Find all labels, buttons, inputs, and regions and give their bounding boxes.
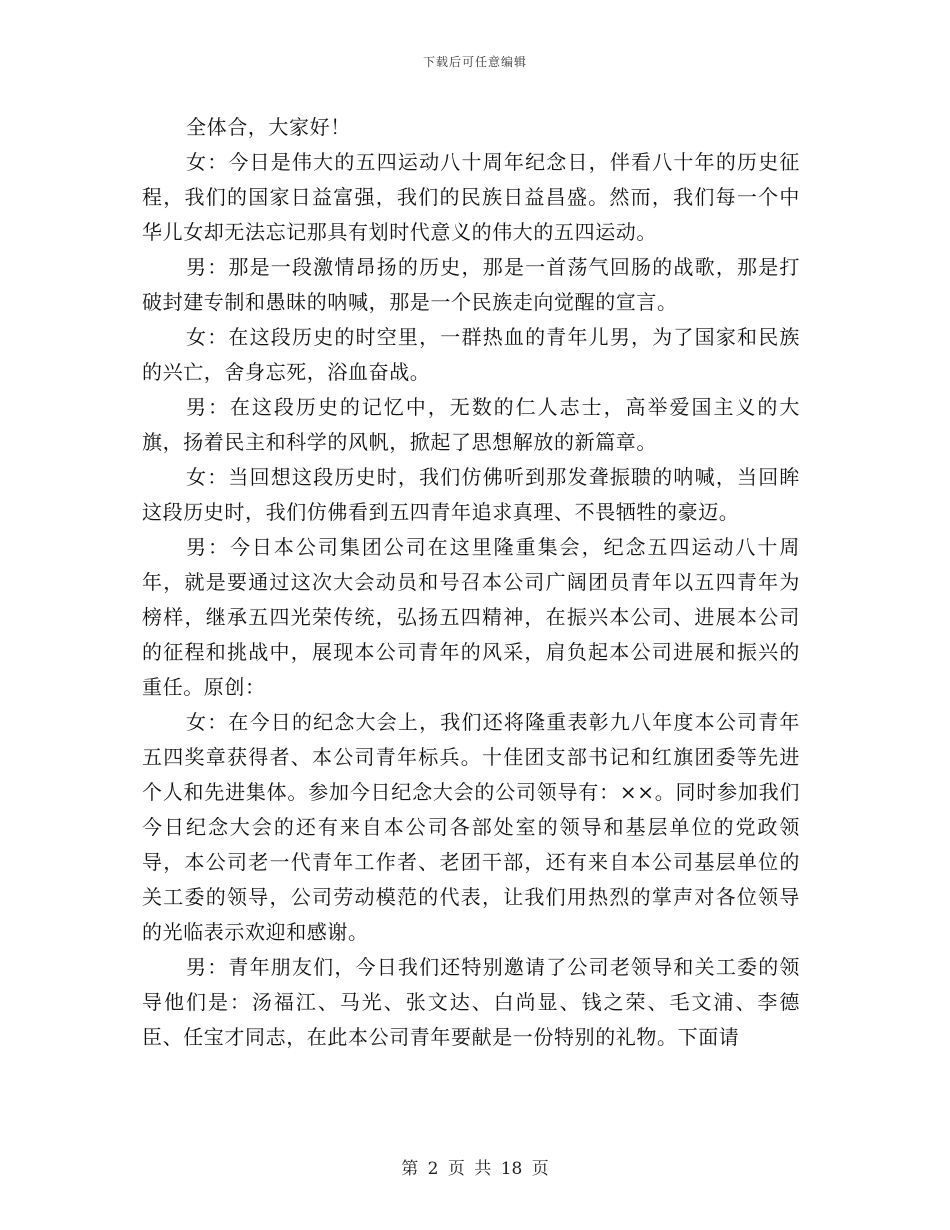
paragraph: 男：那是一段激情昂扬的历史，那是一首荡气回肠的战歌，那是打破封建专制和愚昧的呐喊，那是一个民族走向觉醒的宣言。 [142,255,800,314]
paragraph: 女：当回想这段历史时，我们仿佛听到那发聋振聩的呐喊，当回眸这段历史时，我们仿佛看到五四青年追求真理、不畏牺牲的豪迈。 [142,465,800,524]
document-body [142,110,800,1055]
paragraph: 男：今日本公司集团公司在这里隆重集会，纪念五四运动八十周年，就是要通过这次大会动员和号召本公司广阔团员青年以五四青年为榜样，继承五四光荣传统，弘扬五四精神，在振兴本公司、进展本公司的征程和挑战中，展现本公司青年的风采，肩负起本公司进展和振兴的重任。原创： [142,535,800,699]
paragraph: 女：今日是伟大的五四运动八十周年纪念日，伴看八十年的历史征程，我们的国家日益富强，我们的民族日益昌盛。然而，我们每一个中华儿女却无法忘记那具有划时代意义的伟大的五四运动。 [142,150,800,244]
page-number-footer: 第 2 页 共 18 页 [401,1159,549,1179]
paragraph: 男：在这段历史的记忆中，无数的仁人志士，高举爱国主义的大旗，扬着民主和科学的风帆，掀起了思想解放的新篇章。 [142,395,800,454]
paragraph: 女：在今日的纪念大会上，我们还将隆重表彰九八年度本公司青年五四奖章获得者、本公司青年标兵。十佳团支部书记和红旗团委等先进个人和先进集体。参加今日纪念大会的公司领导有：××。同时参加我们今日纪念大会的还有来自本公司各部处室的领导和基层单位的党政领导，本公司老一代青年工作者、老团干部，还有来自本公司基层单位的关工委的领导，公司劳动模范的代表，让我们用热烈的掌声对各位领导的光临表示欢迎和感谢。 [142,710,800,944]
page-header: 下载后可任意编辑 [422,55,527,69]
paragraph: 男：青年朋友们，今日我们还特别邀请了公司老领导和关工委的领导他们是：汤福江、马光、张文达、白尚显、钱之荣、毛文浦、李德臣、任宝才同志，在此本公司青年要献是一份特别的礼物。下面请 [142,955,800,1049]
paragraph-greeting: 全体合，大家好！ [186,115,351,139]
paragraph: 女：在这段历史的时空里，一群热血的青年儿男，为了国家和民族的兴亡，舍身忘死，浴血奋战。 [142,325,800,384]
